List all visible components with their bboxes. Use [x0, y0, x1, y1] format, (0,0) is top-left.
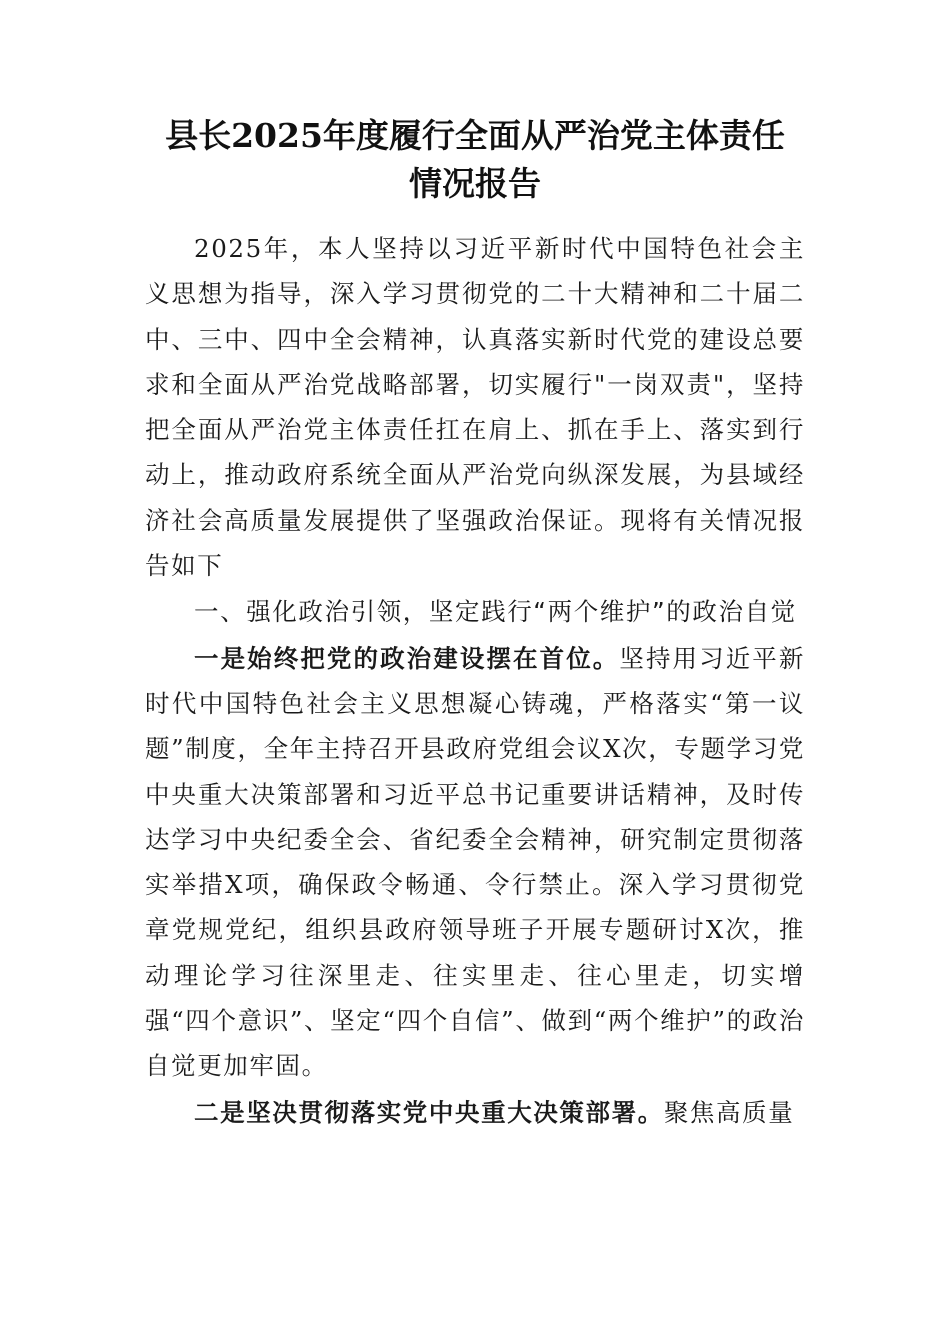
title-line-2: 情况报告	[409, 164, 541, 203]
document-title	[140, 112, 810, 208]
item-1-body: 坚持用习近平新时代中国特色社会主义思想凝心铸魂，严格落实“第一议题”制度，全年主持召开县政府党组会议X次，专题学习党中央重大决策部署和习近平总书记重要讲话精神，及时传达学习中央纪委全会、省纪委全会精神，研究制定贯彻落实举措X项，确保政令畅通、令行禁止。深入学习贯彻党章党规党纪，组织县政府领导班子开展专题研讨X次，推动理论学习往深里走、往实里走、往心里走，切实增强“四个意识”、坚定“四个自信”、做到“两个维护”的政治自觉更加牢固。	[145, 643, 805, 1081]
intro-paragraph: 2025年，本人坚持以习近平新时代中国特色社会主义思想为指导，深入学习贯彻党的二十大精神和二十届二中、三中、四中全会精神，认真落实新时代党的建设总要求和全面从严治党战略部署，切实履行"一岗双责"，坚持把全面从严治党主体责任扛在肩上、抓在手上、落实到行动上，推动政府系统全面从严治党向纵深发展，为县域经济社会高质量发展提供了坚强政治保证。现将有关情况报告如下	[145, 234, 805, 581]
title-line-1: 县长2025年度履行全面从严治党主体责任	[165, 116, 785, 155]
item-2-paragraph	[145, 1090, 805, 1135]
document-body	[145, 226, 805, 1135]
section-heading-1: 一、强化政治引领，坚定践行“两个维护”的政治自觉	[194, 597, 797, 627]
item-2-body: 聚焦高质量	[663, 1097, 795, 1127]
item-1-lead: 一是始终把党的政治建设摆在首位。	[194, 643, 620, 673]
item-2-lead: 二是坚决贯彻落实党中央重大决策部署。	[194, 1097, 664, 1127]
item-1-paragraph	[145, 636, 805, 1089]
